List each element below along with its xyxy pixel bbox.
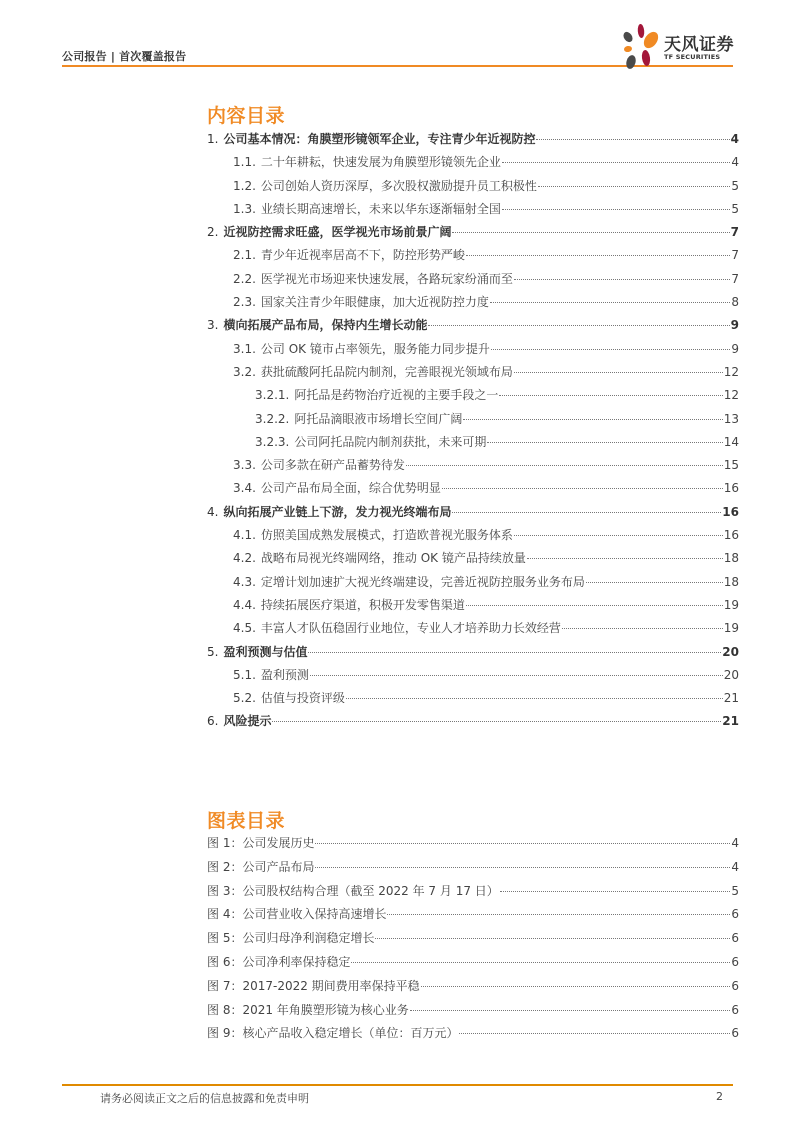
toc-entry[interactable]	[207, 386, 739, 409]
dot-leader	[490, 302, 730, 303]
toc-title: 内容目录	[207, 105, 286, 127]
toc-entry-label[interactable]: 估值与投资评级	[260, 691, 345, 706]
toc-entry-page[interactable]: 15	[723, 458, 739, 473]
dot-leader	[562, 628, 723, 629]
toc-entry-page[interactable]: 5	[731, 201, 739, 216]
toc-entry[interactable]	[207, 363, 739, 386]
dot-leader	[459, 1033, 730, 1034]
dot-leader	[315, 843, 730, 844]
toc-entry[interactable]	[207, 410, 739, 433]
dot-leader	[406, 465, 723, 466]
toc-entry-page[interactable]: 7	[731, 248, 739, 263]
toc-entry-page[interactable]: 19	[723, 621, 739, 636]
toc-entry-page[interactable]: 21	[723, 691, 739, 706]
toc-entry-label[interactable]: 阿托品是药物治疗近视的主要手段之一	[294, 388, 499, 403]
toc-entry-label[interactable]: 丰富人才队伍稳固行业地位，专业人才培养助力长效经营	[260, 621, 561, 636]
toc-entry-label[interactable]: 盈利预测与估值	[223, 644, 308, 659]
dot-leader	[487, 442, 722, 443]
toc-entry-page[interactable]: 21	[722, 714, 739, 729]
dot-leader	[538, 186, 730, 187]
footer-divider	[62, 1084, 733, 1086]
dot-leader	[410, 1010, 731, 1011]
toc-entry[interactable]	[207, 573, 739, 596]
toc-entry-number: 4.2.	[233, 551, 256, 566]
figure-entry-label[interactable]: 图 4：公司营业收入保持高速增长	[207, 907, 387, 922]
toc-entry-label[interactable]: 横向拓展产品布局，保持内生增长动能	[223, 318, 428, 333]
toc-entry-page[interactable]: 16	[723, 481, 739, 496]
toc-entry[interactable]	[207, 689, 739, 712]
figure-entry-page[interactable]: 6	[731, 978, 739, 993]
figure-entry-label[interactable]: 图 5：公司归母净利润稳定增长	[207, 931, 375, 946]
figure-entry-page[interactable]: 5	[731, 883, 739, 898]
toc-entry-number: 3.3.	[233, 458, 256, 473]
dot-leader	[310, 675, 723, 676]
dot-leader	[428, 325, 729, 326]
toc-entry-page[interactable]: 9	[730, 318, 739, 333]
dot-leader	[502, 162, 730, 163]
dot-leader	[502, 209, 730, 210]
figure-entry[interactable]	[207, 977, 739, 1001]
figure-entry[interactable]	[207, 905, 739, 929]
toc-entry-label[interactable]: 公司 OK 镜市占率领先，服务能力同步提升	[260, 341, 490, 356]
figure-entry-label[interactable]: 图 2：公司产品布局	[207, 859, 315, 874]
footer-disclaimer: 请务必阅读正文之后的信息披露和免责申明	[100, 1092, 309, 1105]
toc-entry[interactable]	[207, 130, 739, 153]
toc-entry-number: 5.	[207, 644, 219, 659]
figure-entry[interactable]	[207, 1001, 739, 1025]
toc-entry[interactable]	[207, 433, 739, 456]
toc-entry[interactable]	[207, 340, 739, 363]
toc-entry[interactable]	[207, 503, 739, 526]
figure-entry[interactable]	[207, 929, 739, 953]
figure-entry-page[interactable]: 6	[731, 954, 739, 969]
toc-entry-number: 5.2.	[233, 691, 256, 706]
toc-entry-label[interactable]: 获批硫酸阿托品院内制剂，完善眼视光领域布局	[260, 364, 513, 379]
toc-entry-page[interactable]: 18	[723, 574, 739, 589]
dot-leader	[463, 419, 722, 420]
petal-logo-icon	[620, 22, 662, 70]
toc-entry-page[interactable]: 16	[722, 504, 739, 519]
toc-entry[interactable]	[207, 456, 739, 479]
toc-entry-label[interactable]: 二十年耕耘，快速发展为角膜塑形镜领先企业	[260, 155, 501, 170]
toc-entry-number: 5.1.	[233, 667, 256, 682]
toc-entry-number: 1.	[207, 132, 219, 146]
toc-entry-number: 3.2.	[233, 364, 256, 379]
toc-entry-number: 4.	[207, 504, 219, 519]
toc-entry-page[interactable]: 19	[723, 597, 739, 612]
toc-entry[interactable]	[207, 666, 739, 689]
dot-leader	[308, 652, 721, 653]
toc-entry-page[interactable]: 8	[731, 295, 739, 310]
logo-name: 天风证券	[664, 35, 734, 55]
dot-leader	[452, 512, 721, 513]
figure-entry-page[interactable]: 6	[731, 1002, 739, 1017]
toc-entry-page[interactable]: 4	[731, 155, 739, 170]
toc-entry[interactable]	[207, 200, 739, 223]
toc-entry-page[interactable]: 13	[723, 411, 739, 426]
dot-leader	[491, 349, 731, 350]
figure-entry-label[interactable]: 图 7：2017-2022 期间费用率保持平稳	[207, 978, 420, 993]
toc-entry-label[interactable]: 仿照美国成熟发展模式，打造欧普视光服务体系	[260, 528, 513, 543]
toc-entry-number: 4.3.	[233, 574, 256, 589]
toc-entry-number: 4.5.	[233, 621, 256, 636]
toc-entry[interactable]	[207, 643, 739, 666]
dot-leader	[387, 914, 730, 915]
dot-leader	[514, 535, 723, 536]
logo-subtitle: TF SECURITIES	[664, 53, 721, 61]
toc-entry-page[interactable]: 20	[722, 644, 739, 659]
figure-entry-label[interactable]: 图 6：公司净利率保持稳定	[207, 954, 351, 969]
dot-leader	[514, 372, 723, 373]
toc-entry-page[interactable]: 7	[730, 225, 739, 240]
report-type-label: 公司报告 | 首次覆盖报告	[62, 50, 187, 63]
page-number: 2	[716, 1090, 723, 1103]
toc-entry-number: 3.2.1.	[255, 388, 290, 403]
toc-entry-page[interactable]: 16	[723, 528, 739, 543]
toc-entry-number: 4.1.	[233, 528, 256, 543]
dot-leader	[536, 139, 729, 140]
figure-entry-page[interactable]: 6	[731, 1026, 739, 1041]
dot-leader	[346, 698, 723, 699]
toc-entry-label[interactable]: 阿托品滴眼液市场增长空间广阔	[294, 411, 463, 426]
toc-entry-label[interactable]: 业绩长期高速增长，未来以华东逐渐辐射全国	[260, 201, 501, 216]
toc-entry-label[interactable]: 公司阿托品院内制剂获批，未来可期	[294, 434, 487, 449]
toc-entry-number: 1.1.	[233, 155, 256, 170]
toc-entry-label[interactable]: 公司产品布局全面，综合优势明显	[260, 481, 441, 496]
toc-entry[interactable]	[207, 526, 739, 549]
toc-entry[interactable]	[207, 549, 739, 572]
toc-entry[interactable]	[207, 153, 739, 176]
toc-entry-label[interactable]: 盈利预测	[260, 667, 309, 682]
toc-entry-number: 6.	[207, 714, 219, 729]
figure-entry[interactable]	[207, 1024, 739, 1048]
toc-entry-label[interactable]: 公司创始人资历深厚，多次股权激励提升员工积极性	[260, 178, 537, 193]
figure-entry-page[interactable]: 6	[731, 931, 739, 946]
toc-entry-number: 2.2.	[233, 271, 256, 286]
toc-entry[interactable]	[207, 619, 739, 642]
toc-entry-page[interactable]: 4	[730, 132, 739, 146]
toc-entry-page[interactable]: 12	[723, 364, 739, 379]
dot-leader	[466, 255, 730, 256]
figure-entry-label[interactable]: 图 8：2021 年角膜塑形镜为核心业务	[207, 1002, 409, 1017]
dot-leader	[466, 605, 723, 606]
toc-entry-label[interactable]: 青少年近视率居高不下，防控形势严峻	[260, 248, 465, 263]
toc-entry-number: 3.2.3.	[255, 434, 290, 449]
toc-entry-page[interactable]: 18	[723, 551, 739, 566]
toc-entry-page[interactable]: 5	[731, 178, 739, 193]
toc-entry-page[interactable]: 7	[731, 271, 739, 286]
toc-entry-number: 2.3.	[233, 295, 256, 310]
toc-entry-page[interactable]: 12	[723, 388, 739, 403]
figure-entry-page[interactable]: 4	[731, 859, 739, 874]
toc-entry[interactable]	[207, 177, 739, 200]
toc-entry-number: 3.2.2.	[255, 411, 290, 426]
toc-entry-label[interactable]: 战略布局视光终端网络，推动 OK 镜产品持续放量	[260, 551, 526, 566]
toc-entry-number: 3.1.	[233, 341, 256, 356]
toc-entry[interactable]	[207, 270, 739, 293]
figure-entry-label[interactable]: 图 9：核心产品收入稳定增长（单位：百万元）	[207, 1026, 459, 1041]
toc-entry-number: 1.3.	[233, 201, 256, 216]
toc-entry-page[interactable]: 14	[723, 434, 739, 449]
toc-entry[interactable]	[207, 246, 739, 269]
dot-leader	[527, 558, 723, 559]
dot-leader	[315, 867, 730, 868]
figure-entry-label[interactable]: 图 3：公司股权结构合理（截至 2022 年 7 月 17 日）	[207, 883, 499, 898]
dot-leader	[514, 279, 730, 280]
dot-leader	[272, 721, 721, 722]
toc-entry-label[interactable]: 纵向拓展产业链上下游，发力视光终端布局	[223, 504, 452, 519]
figure-entry-page[interactable]: 6	[731, 907, 739, 922]
figures-title: 图表目录	[207, 810, 286, 832]
toc-entry-label[interactable]: 国家关注青少年眼健康，加大近视防控力度	[260, 295, 489, 310]
toc-entry-number: 2.1.	[233, 248, 256, 263]
table-of-contents	[207, 130, 739, 736]
dot-leader	[586, 582, 723, 583]
toc-entry-label[interactable]: 近视防控需求旺盛，医学视光市场前景广阔	[223, 225, 452, 240]
toc-entry-number: 3.4.	[233, 481, 256, 496]
toc-entry-number: 3.	[207, 318, 219, 333]
dot-leader	[351, 962, 730, 963]
toc-entry[interactable]	[207, 223, 739, 246]
toc-entry-label[interactable]: 公司多款在研产品蓄势待发	[260, 458, 405, 473]
dot-leader	[500, 891, 731, 892]
list-of-figures	[207, 834, 739, 1048]
toc-entry[interactable]	[207, 596, 739, 619]
figure-entry[interactable]	[207, 858, 739, 882]
dot-leader	[421, 986, 731, 987]
toc-entry-page[interactable]: 9	[731, 341, 739, 356]
toc-entry-number: 1.2.	[233, 178, 256, 193]
figure-entry-label[interactable]: 图 1：公司发展历史	[207, 836, 315, 850]
toc-entry[interactable]	[207, 712, 739, 735]
toc-entry-number: 2.	[207, 225, 219, 240]
toc-entry-label[interactable]: 公司基本情况：角膜塑形镜领军企业，专注青少年近视防控	[223, 132, 536, 146]
toc-entry[interactable]	[207, 316, 739, 339]
toc-entry-number: 4.4.	[233, 597, 256, 612]
dot-leader	[375, 938, 730, 939]
toc-entry-label[interactable]: 风险提示	[223, 714, 272, 729]
dot-leader	[452, 232, 729, 233]
toc-entry-label[interactable]: 定增计划加速扩大视光终端建设，完善近视防控服务业务布局	[260, 574, 585, 589]
figure-entry-page[interactable]: 4	[731, 836, 739, 850]
company-logo	[620, 22, 738, 70]
dot-leader	[499, 395, 722, 396]
toc-entry[interactable]	[207, 479, 739, 502]
toc-entry-page[interactable]: 20	[723, 667, 739, 682]
figure-entry[interactable]	[207, 953, 739, 977]
toc-entry-label[interactable]: 持续拓展医疗渠道，积极开发零售渠道	[260, 597, 465, 612]
toc-entry[interactable]	[207, 293, 739, 316]
toc-entry-label[interactable]: 医学视光市场迎来快速发展，各路玩家纷涌而至	[260, 271, 513, 286]
figure-entry[interactable]	[207, 834, 739, 858]
figure-entry[interactable]	[207, 882, 739, 906]
dot-leader	[442, 488, 723, 489]
